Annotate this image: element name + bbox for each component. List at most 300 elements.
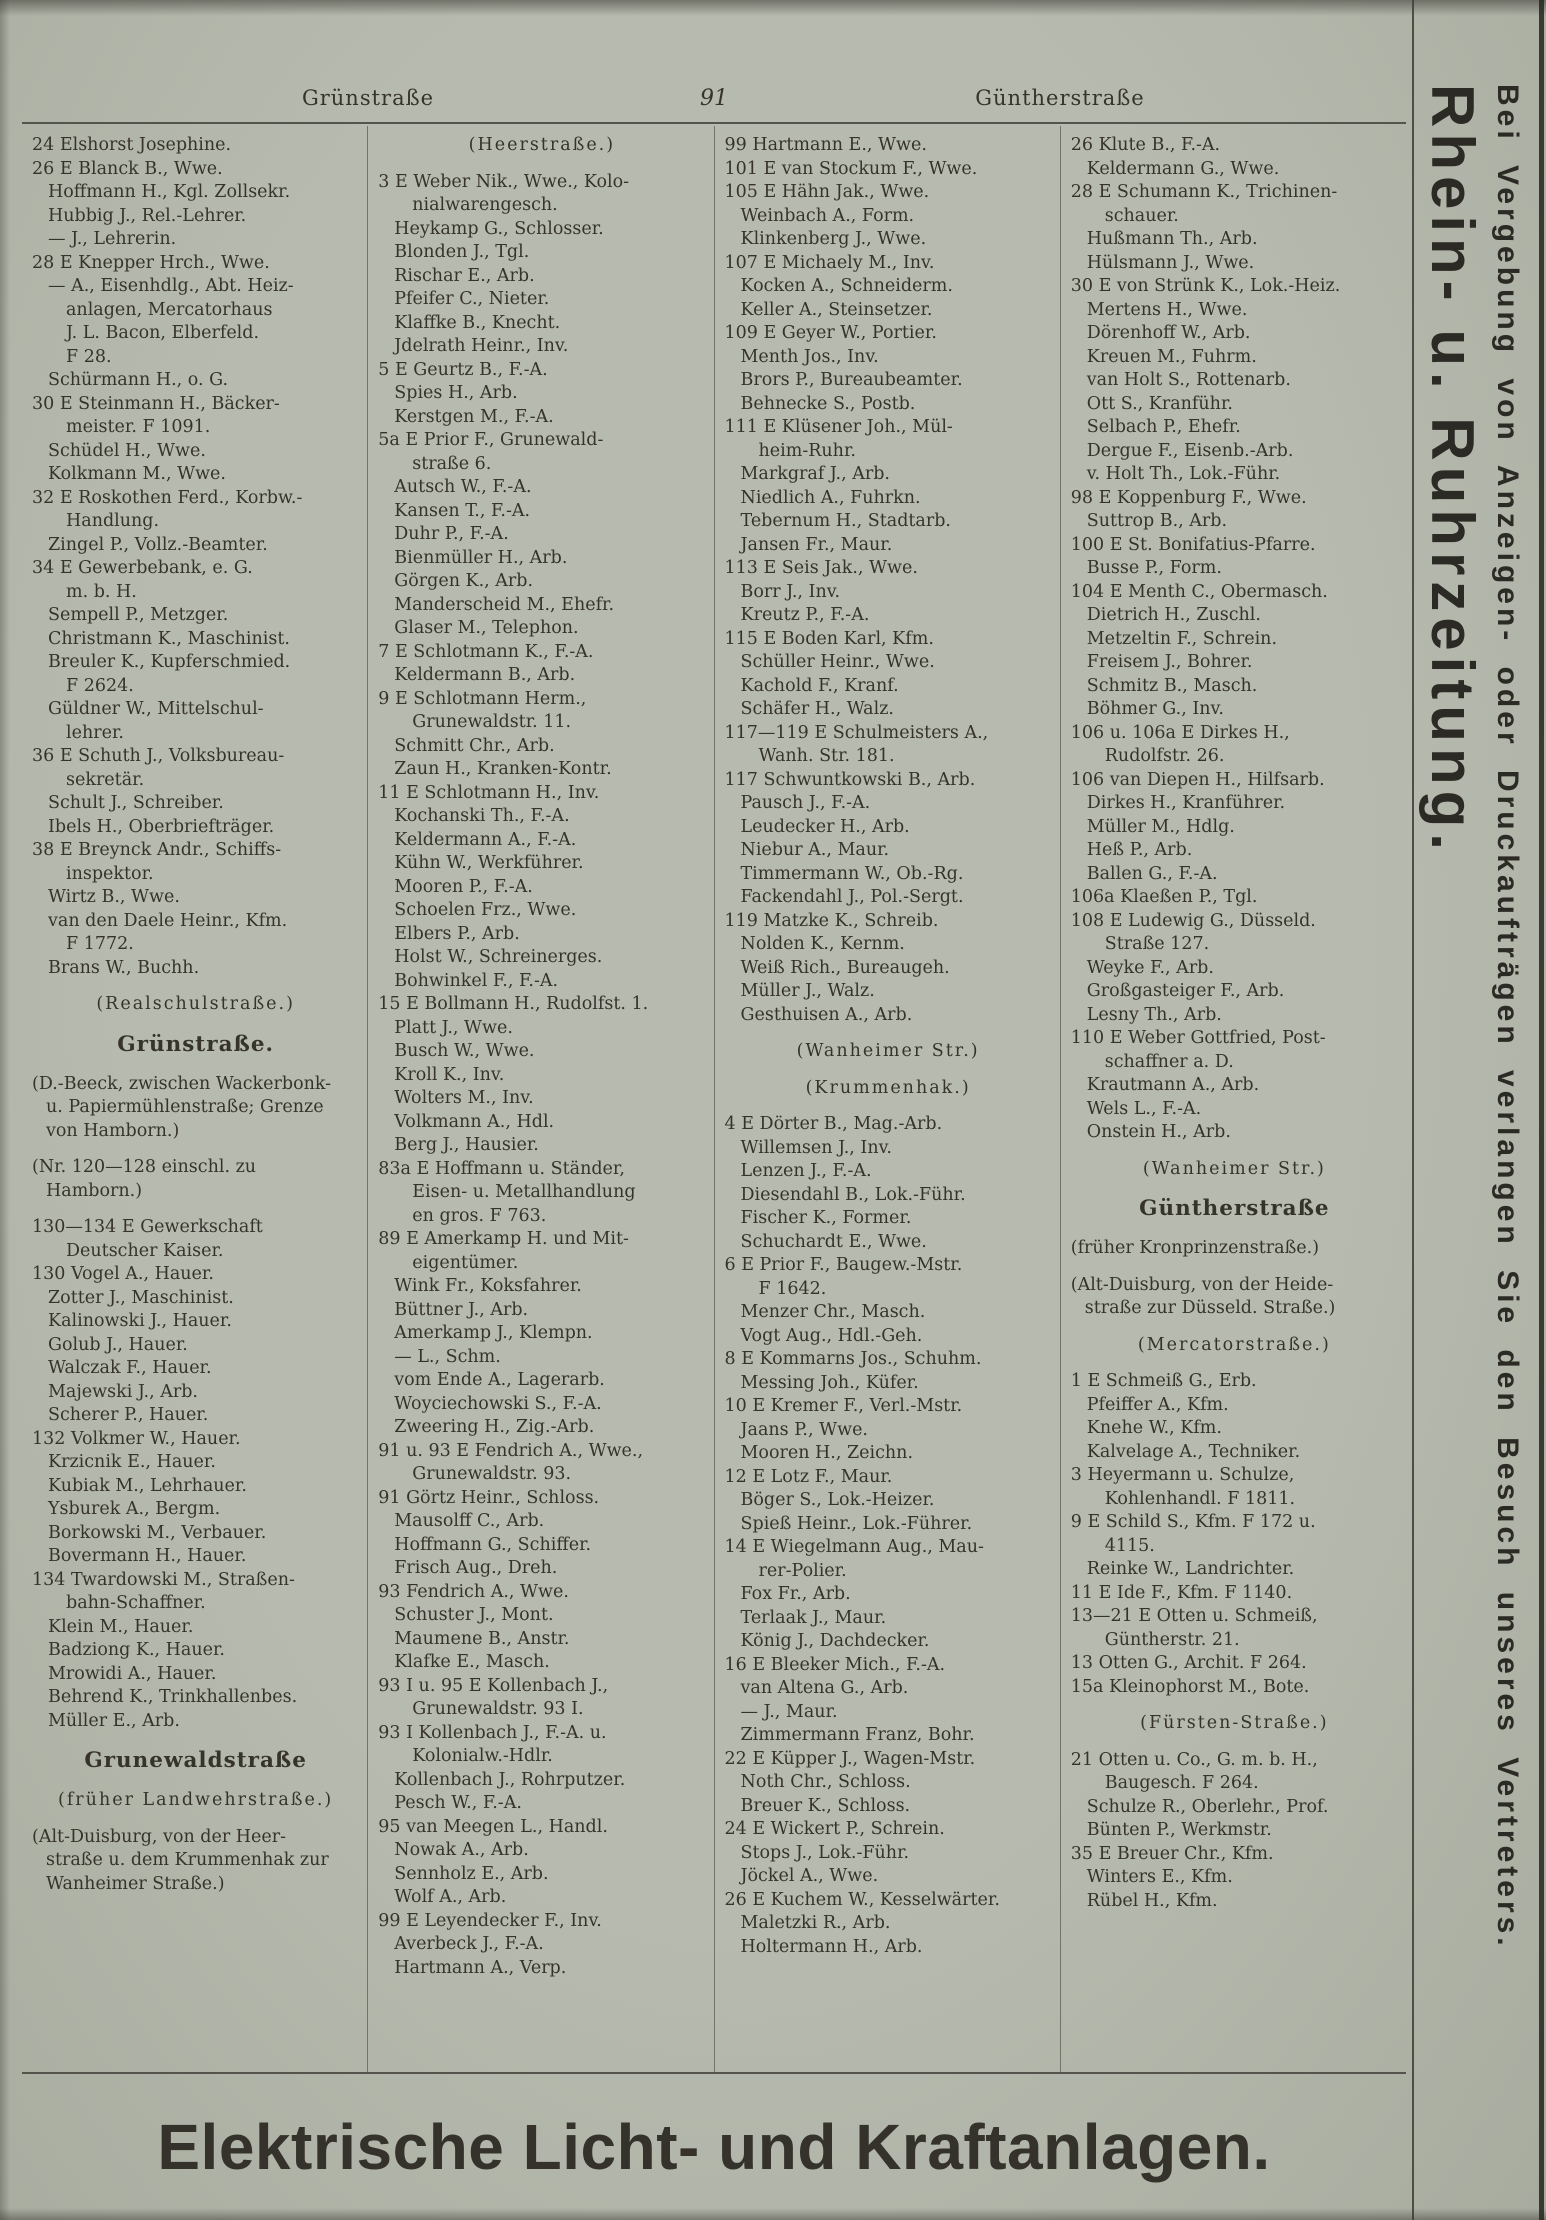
directory-entry-line: Jöckel A., Wwe. (740, 1866, 879, 1886)
directory-entry-line: Elbers P., Arb. (394, 923, 520, 944)
spacer (725, 1027, 1052, 1040)
directory-entry-line: Leudecker H., Arb. (740, 816, 910, 837)
directory-column-3 (715, 126, 1061, 2072)
directory-entry-line: Klein M., Hauer. (48, 1616, 194, 1637)
directory-entry-line: Pausch J., F.-A. (740, 793, 871, 813)
directory-entry-line: Holst W., Schreinerges. (394, 947, 603, 967)
directory-entry-line: straße 6. (412, 453, 492, 474)
directory-entry-line: Blonden J., Tgl. (394, 242, 530, 262)
directory-entry-line: Grunewaldstr. 11. (412, 712, 572, 732)
directory-entry-line: Schmitt Chr., Arb. (394, 735, 555, 756)
page-number: 91 (700, 86, 728, 111)
directory-entry-line: Baugesch. F 264. (1104, 1773, 1259, 1793)
directory-entry-line: m. b. H. (66, 581, 137, 602)
directory-entry-line: 119 Matzke K., Schreib. (724, 910, 939, 931)
directory-entry-line: Badziong K., Hauer. (48, 1640, 225, 1660)
directory-entry-line: Kohlenhandl. F 1811. (1104, 1488, 1296, 1509)
directory-entry-line: Borkowski M., Verbauer. (48, 1522, 267, 1543)
directory-entry-line: Woyciechowski S., F.-A. (394, 1393, 602, 1414)
directory-entry-line: 132 Volkmer W., Hauer. (32, 1428, 241, 1449)
directory-entry-line: Kalvelage A., Techniker. (1086, 1441, 1301, 1462)
directory-entry-line: 104 E Menth C., Obermasch. (1070, 581, 1328, 602)
directory-entry-line: Kolkmann M., Wwe. (48, 464, 226, 484)
cross-street-ref: (Fürsten-Straße.) (1140, 1713, 1329, 1733)
directory-entry-line: Platt J., Wwe. (394, 1017, 513, 1038)
directory-entry-line: Frisch Aug., Dreh. (394, 1558, 558, 1578)
directory-entry-line: Deutscher Kaiser. (66, 1240, 224, 1261)
directory-entry-line: König J., Dachdecker. (740, 1631, 930, 1651)
spacer (1071, 1181, 1398, 1194)
directory-entry-line: F 2624. (66, 675, 134, 696)
directory-entry-line: 11 E Ide F., Kfm. F 1140. (1070, 1582, 1293, 1603)
directory-entry-line: Zotter J., Maschinist. (48, 1287, 234, 1308)
directory-entry-line: Willemsen J., Inv. (740, 1137, 892, 1158)
directory-entry-line: 111 E Klüsener Joh., Mül- (724, 417, 953, 437)
directory-entry-line: Schürmann H., o. G. (48, 370, 229, 390)
spacer (1071, 1357, 1398, 1370)
directory-entry-line: Stops J., Lok.-Führ. (740, 1842, 910, 1863)
directory-entry-line: Kreuen M., Fuhrm. (1086, 346, 1257, 367)
spacer (32, 1733, 359, 1746)
directory-entry-line: en gros. F 763. (412, 1205, 547, 1226)
directory-entry-line: Wolf A., Arb. (394, 1887, 507, 1907)
directory-entry-line: Fischer K., Former. (740, 1208, 912, 1228)
directory-entry-line: Pfeifer C., Nieter. (394, 289, 550, 309)
directory-entry-line: 108 E Ludewig G., Düsseld. (1070, 910, 1316, 931)
directory-entry-line: lehrer. (66, 722, 124, 743)
directory-entry-line: Wolters M., Inv. (394, 1088, 534, 1108)
spacer (1071, 1321, 1398, 1334)
directory-entry-line: F 1642. (758, 1278, 827, 1299)
street-note-line: von Hamborn.) (46, 1120, 180, 1141)
directory-entry-line: Gesthuisen A., Arb. (740, 1004, 913, 1025)
directory-entry-line: 98 E Koppenburg F., Wwe. (1070, 487, 1307, 508)
spacer (1071, 1224, 1398, 1237)
directory-entry-line: Großgasteiger F., Arb. (1086, 981, 1285, 1001)
directory-entry-line: 11 E Schlotmann H., Inv. (378, 782, 600, 803)
directory-entry-line: 130 Vogel A., Hauer. (32, 1264, 214, 1284)
directory-entry-line: Rübel H., Kfm. (1086, 1890, 1218, 1911)
directory-entry-line: Dörenhoff W., Arb. (1086, 323, 1251, 343)
directory-entry-line: Jansen Fr., Maur. (740, 534, 893, 555)
spacer (1071, 1736, 1398, 1749)
directory-entry-line: meister. F 1091. (66, 417, 211, 437)
directory-entry-line: Schoelen Frz., Wwe. (394, 900, 577, 920)
directory-entry-line: Böhmer G., Inv. (1086, 699, 1224, 719)
directory-entry-line: Spies H., Arb. (394, 383, 518, 403)
street-note-line: (Alt-Duisburg, von der Heer- (32, 1826, 287, 1847)
directory-entry-line: Behnecke S., Postb. (740, 393, 916, 414)
directory-entry-line: Rudolfstr. 26. (1104, 746, 1225, 766)
directory-entry-line: 4 E Dörter B., Mag.-Arb. (724, 1114, 943, 1134)
directory-entry-line: 113 E Seis Jak., Wwe. (724, 558, 918, 578)
directory-entry-line: 134 Twardowski M., Straßen- (32, 1569, 295, 1590)
directory-entry-line: Kreutz P., F.-A. (740, 605, 870, 625)
directory-entry-line: — A., Eisenhdlg., Abt. Heiz- (48, 276, 294, 296)
directory-entry-line: 99 E Leyendecker F., Inv. (378, 1910, 602, 1931)
directory-entry-line: Christmann K., Maschinist. (48, 628, 290, 649)
directory-entry-line: Metzeltin F., Schrein. (1086, 628, 1278, 649)
advert-banner (22, 2074, 1406, 2220)
directory-entry-line: Markgraf J., Arb. (740, 464, 890, 484)
directory-entry-line: Kroll K., Inv. (394, 1064, 505, 1085)
directory-entry-line: Menth Jos., Inv. (740, 346, 879, 367)
directory-entry-line: Wink Fr., Koksfahrer. (394, 1276, 582, 1296)
directory-entry-line: Keldermann B., Arb. (394, 665, 576, 685)
directory-entry-line: Zimmermann Franz, Bohr. (740, 1725, 975, 1745)
directory-entry-line: 9 E Schild S., Kfm. F 172 u. (1070, 1512, 1316, 1532)
directory-entry-line: J. L. Bacon, Elberfeld. (66, 323, 260, 343)
spacer (32, 1203, 359, 1216)
directory-entry-line: Lesny Th., Arb. (1086, 1004, 1222, 1025)
directory-entry-line: Schüdel H., Wwe. (48, 440, 206, 461)
directory-entry-line: 38 E Breynck Andr., Schiffs- (32, 840, 282, 860)
directory-entry-line: Kansen T., F.-A. (394, 500, 531, 521)
directory-entry-line: 5 E Geurtz B., F.-A. (378, 359, 548, 380)
directory-entry-line: Pesch W., F.-A. (394, 1793, 522, 1813)
directory-entry-line: Kubiak M., Lehrhauer. (48, 1475, 247, 1496)
directory-entry-line: 99 Hartmann E., Wwe. (724, 135, 927, 155)
directory-entry-line: Grunewaldstr. 93. (412, 1464, 572, 1484)
directory-entry-line: schaffner a. D. (1104, 1051, 1234, 1072)
directory-entry-line: Kollenbach J., Rohrputzer. (394, 1769, 626, 1790)
directory-entry-line: Rischar E., Arb. (394, 265, 535, 286)
directory-entry-line: 30 E von Strünk K., Lok.-Heiz. (1070, 276, 1341, 296)
directory-entry-line: Keldermann A., F.-A. (394, 829, 577, 850)
directory-column-2 (368, 126, 714, 2072)
directory-entry-line: Timmermann W., Ob.-Rg. (740, 863, 964, 884)
directory-entry-line: 93 I Kollenbach J., F.-A. u. (378, 1722, 607, 1743)
directory-entry-line: Keller A., Steinsetzer. (740, 299, 933, 320)
directory-entry-line: Schäfer H., Walz. (740, 699, 894, 719)
directory-entry-line: Volkmann A., Hdl. (394, 1111, 555, 1132)
directory-entry-line: Busse P., Form. (1086, 558, 1222, 578)
directory-entry-line: vom Ende A., Lagerarb. (394, 1370, 605, 1390)
directory-entry-line: nialwarengesch. (412, 195, 558, 215)
street-note-line: straße zur Düsseld. Straße.) (1084, 1298, 1336, 1318)
directory-entry-line: Fackendahl J., Pol.-Sergt. (740, 887, 964, 907)
directory-entry-line: 35 E Breuer Chr., Kfm. (1070, 1843, 1274, 1864)
directory-column-4 (1061, 126, 1406, 2072)
directory-entry-line: 107 E Michaely M., Inv. (724, 252, 935, 273)
directory-entry-line: Krzicnik E., Hauer. (48, 1452, 216, 1472)
directory-entry-line: Mausolff C., Arb. (394, 1511, 545, 1531)
directory-entry-line: Dergue F., Eisenb.-Arb. (1086, 440, 1294, 461)
directory-entry-line: 93 I u. 95 E Kollenbach J., (378, 1675, 609, 1696)
directory-entry-line: inspektor. (66, 863, 154, 884)
spacer (725, 1064, 1052, 1077)
directory-entry-line: 3 E Weber Nik., Wwe., Kolo- (378, 171, 630, 192)
directory-entry-line: Terlaak J., Maur. (740, 1607, 887, 1628)
directory-entry-line: Böger S., Lok.-Heizer. (740, 1490, 935, 1510)
directory-entry-line: Freisem J., Bohrer. (1086, 652, 1253, 672)
directory-entry-line: 24 E Wickert P., Schrein. (724, 1819, 945, 1839)
directory-entry-line: 95 van Meegen L., Handl. (378, 1816, 608, 1837)
directory-entry-line: van den Daele Heinr., Kfm. (48, 910, 288, 931)
directory-entry-line: 26 E Blanck B., Wwe. (32, 158, 223, 179)
directory-entry-line: 130—134 E Gewerkschaft (32, 1217, 263, 1237)
directory-entry-line: 3 Heyermann u. Schulze, (1070, 1465, 1295, 1485)
directory-entry-line: Kochanski Th., F.-A. (394, 806, 570, 826)
street-note-line: (Nr. 120—128 einschl. zu (32, 1157, 257, 1177)
sidebar-advert-title: Rhein- u. Ruhrzeitung. (1419, 84, 1486, 856)
directory-entry-line: 22 E Küpper J., Wagen-Mstr. (724, 1748, 976, 1769)
directory-entry-line: Knehe W., Kfm. (1086, 1418, 1222, 1438)
directory-entry-line: Nolden K., Kernm. (740, 934, 905, 954)
street-note-line: (früher Kronprinzenstraße.) (1070, 1238, 1320, 1258)
directory-entry-line: Schuster J., Mont. (394, 1605, 554, 1625)
spacer (378, 158, 705, 171)
directory-entry-line: Güntherstr. 21. (1104, 1629, 1240, 1650)
spacer (32, 980, 359, 993)
directory-entry-line: 6 E Prior F., Baugew.-Mstr. (724, 1255, 963, 1275)
directory-entry-line: Holtermann H., Arb. (740, 1936, 923, 1957)
directory-entry-line: 117—119 E Schulmeisters A., (724, 722, 989, 743)
directory-entry-line: Zingel P., Vollz.-Beamter. (48, 534, 268, 555)
directory-entry-line: Amerkamp J., Klempn. (394, 1323, 593, 1343)
directory-entry-line: Berg J., Hausier. (394, 1135, 539, 1155)
directory-entry-line: — J., Lehrerin. (48, 229, 177, 249)
directory-entry-line: 9 E Schlotmann Herm., (378, 688, 587, 709)
directory-entry-line: Müller M., Hdlg. (1086, 816, 1235, 837)
directory-entry-line: Borr J., Inv. (740, 581, 841, 602)
directory-entry-line: Hoffmann H., Kgl. Zollsekr. (48, 182, 291, 202)
directory-entry-line: Kalinowski J., Hauer. (48, 1311, 232, 1331)
directory-entry-line: Mooren P., F.-A. (394, 876, 533, 897)
directory-entry-line: Hubbig J., Rel.-Lehrer. (48, 205, 247, 226)
directory-entry-line: Vogt Aug., Hdl.-Geh. (740, 1325, 923, 1346)
directory-entry-line: Schuchardt E., Wwe. (740, 1231, 927, 1252)
directory-entry-line: 7 E Schlotmann K., F.-A. (378, 641, 594, 662)
directory-entry-line: Grunewaldstr. 93 I. (412, 1699, 584, 1719)
directory-entry-line: Brans W., Buchh. (48, 957, 200, 978)
header-street-right: Güntherstraße (975, 86, 1145, 110)
directory-entry-line: Eisen- u. Metallhandlung (412, 1182, 636, 1202)
directory-entry-line: Bohwinkel F., F.-A. (394, 970, 559, 991)
directory-entry-line: 13—21 E Otten u. Schmeiß, (1070, 1606, 1318, 1626)
directory-entry-line: 34 E Gewerbebank, e. G. (32, 558, 253, 578)
directory-entry-line: Majewski J., Arb. (48, 1381, 198, 1402)
directory-entry-line: 83a E Hoffmann u. Ständer, (378, 1158, 625, 1179)
cross-street-ref: (Realschulstraße.) (96, 994, 295, 1014)
directory-entry-line: Krautmann A., Arb. (1086, 1075, 1260, 1095)
cross-street-ref: (Wanheimer Str.) (796, 1041, 980, 1061)
directory-entry-line: Ibels H., Oberbriefträger. (48, 816, 275, 837)
directory-entry-line: Niebur A., Maur. (740, 840, 890, 860)
spacer (32, 1060, 359, 1073)
directory-entry-line: Schulze R., Oberlehr., Prof. (1086, 1796, 1329, 1817)
directory-entry-line: Heykamp G., Schlosser. (394, 218, 604, 239)
directory-entry-line: 106 u. 106a E Dirkes H., (1070, 722, 1290, 743)
directory-entry-line: — L., Schm. (394, 1346, 501, 1367)
directory-entry-line: Bünten P., Werkmstr. (1086, 1820, 1272, 1840)
directory-entry-line: 110 E Weber Gottfried, Post- (1070, 1028, 1326, 1048)
directory-entry-line: 101 E van Stockum F., Wwe. (724, 158, 978, 179)
directory-entry-line: Weiß Rich., Bureaugeh. (740, 957, 950, 978)
directory-entry-line: heim-Ruhr. (758, 440, 856, 461)
directory-entry-line: Zweering H., Zig.-Arb. (394, 1417, 595, 1437)
directory-entry-line: 4115. (1104, 1535, 1155, 1556)
directory-entry-line: Dietrich H., Zuschl. (1086, 605, 1261, 625)
page-header (22, 86, 1406, 118)
header-rule (22, 122, 1406, 124)
directory-entry-line: Mooren H., Zeichn. (740, 1443, 914, 1463)
street-note-line: straße u. dem Krummenhak zur (46, 1850, 329, 1870)
directory-entry-line: bahn-Schaffner. (66, 1593, 206, 1613)
directory-entry-line: 14 E Wiegelmann Aug., Mau- (724, 1537, 984, 1557)
directory-entry-line: Pfeiffer A., Kfm. (1086, 1394, 1229, 1415)
directory-entry-line: 115 E Boden Karl, Kfm. (724, 628, 934, 649)
directory-entry-line: Winters E., Kfm. (1086, 1867, 1233, 1887)
directory-entry-line: 13 Otten G., Archit. F 264. (1070, 1653, 1307, 1673)
directory-entry-line: Maletzki R., Arb. (740, 1913, 891, 1933)
directory-entry-line: Sempell P., Metzger. (48, 605, 229, 625)
directory-entry-line: Ott S., Kranführ. (1086, 393, 1233, 414)
directory-entry-line: Fox Fr., Arb. (740, 1584, 851, 1604)
spacer (32, 1813, 359, 1826)
street-heading: Güntherstraße (1139, 1196, 1330, 1221)
directory-entry-line: Menzer Chr., Masch. (740, 1302, 926, 1322)
directory-entry-line: Noth Chr., Schloss. (740, 1772, 911, 1792)
directory-entry-line: Hußmann Th., Arb. (1086, 229, 1258, 249)
directory-entry-line: 10 E Kremer F., Verl.-Mstr. (724, 1396, 963, 1416)
directory-entry-line: Averbeck J., F.-A. (394, 1934, 544, 1954)
directory-entry-line: Sennholz E., Arb. (394, 1863, 549, 1884)
cross-street-ref: (Heerstraße.) (468, 135, 616, 155)
directory-entry-line: F 1772. (66, 934, 134, 954)
directory-entry-line: Autsch W., F.-A. (394, 477, 532, 497)
directory-entry-line: 106 van Diepen H., Hilfsarb. (1070, 769, 1325, 790)
directory-entry-line: Weyke F., Arb. (1086, 957, 1214, 978)
directory-entry-line: Heß P., Arb. (1086, 840, 1193, 860)
directory-entry-line: Wirtz B., Wwe. (48, 887, 180, 907)
directory-entry-line: schauer. (1104, 205, 1179, 226)
directory-entry-line: Glaser M., Telephon. (394, 618, 579, 638)
directory-entry-line: Ballen G., F.-A. (1086, 863, 1218, 884)
directory-entry-line: 15a Kleinophorst M., Bote. (1070, 1676, 1310, 1697)
directory-entry-line: Schult J., Schreiber. (48, 793, 224, 813)
directory-entry-line: Jaans P., Wwe. (740, 1419, 868, 1440)
directory-entry-line: Weinbach A., Form. (740, 205, 915, 226)
spacer (32, 1143, 359, 1156)
directory-entry-line: 21 Otten u. Co., G. m. b. H., (1070, 1749, 1318, 1770)
directory-entry-line: Lenzen J., F.-A. (740, 1161, 872, 1181)
directory-entry-line: 93 Fendrich A., Wwe. (378, 1581, 569, 1602)
directory-entry-line: F 28. (66, 346, 112, 367)
directory-columns (22, 126, 1406, 2072)
directory-entry-line: 5a E Prior F., Grunewald- (378, 430, 604, 450)
directory-entry-line: 109 E Geyer W., Portier. (724, 323, 937, 343)
directory-entry-line: Nowak A., Arb. (394, 1840, 529, 1860)
directory-entry-line: Mrowidi A., Hauer. (48, 1663, 217, 1684)
directory-entry-line: Busch W., Wwe. (394, 1041, 535, 1061)
street-note-line: (Alt-Duisburg, von der Heide- (1070, 1274, 1334, 1295)
directory-entry-line: 100 E St. Bonifatius-Pfarre. (1070, 534, 1316, 555)
directory-entry-line: Scherer P., Hauer. (48, 1405, 209, 1425)
directory-entry-line: rer-Polier. (758, 1560, 847, 1581)
directory-entry-line: Ysburek A., Bergm. (48, 1499, 221, 1519)
cross-street-ref: (Krummenhak.) (805, 1077, 971, 1098)
directory-entry-line: Kerstgen M., F.-A. (394, 406, 554, 427)
directory-entry-line: v. Holt Th., Lok.-Führ. (1086, 464, 1281, 484)
street-note-line: (D.-Beeck, zwischen Wackerbonk- (32, 1073, 332, 1094)
cross-street-ref: (Mercatorstraße.) (1137, 1334, 1331, 1355)
street-note-line: u. Papiermühlenstraße; Grenze (46, 1097, 324, 1117)
cross-street-ref: (früher Landwehrstraße.) (58, 1790, 334, 1810)
street-note-line: Hamborn.) (46, 1180, 143, 1201)
directory-entry-line: 28 E Knepper Hrch., Wwe. (32, 252, 270, 273)
directory-entry-line: Dirkes H., Kranführer. (1086, 793, 1286, 813)
directory-entry-line: 91 Görtz Heinr., Schloss. (378, 1487, 600, 1508)
directory-entry-line: Bovermann H., Hauer. (48, 1546, 247, 1566)
directory-entry-line: 26 E Kuchem W., Kesselwärter. (724, 1889, 1000, 1910)
directory-entry-line: — J., Maur. (740, 1701, 838, 1722)
directory-entry-line: Wels L., F.-A. (1086, 1098, 1202, 1119)
directory-entry-line: Klinkenberg J., Wwe. (740, 229, 927, 249)
spacer (725, 1100, 1052, 1113)
directory-entry-line: 12 E Lotz F., Maur. (724, 1466, 893, 1487)
directory-entry-line: Jdelrath Heinr., Inv. (394, 336, 569, 356)
spacer (32, 1017, 359, 1030)
directory-entry-line: Müller J., Walz. (740, 981, 875, 1001)
directory-entry-line: van Altena G., Arb. (740, 1678, 909, 1698)
header-street-left: Grünstraße (301, 86, 435, 110)
directory-entry-line: 91 u. 93 E Fendrich A., Wwe., (378, 1440, 644, 1461)
directory-entry-line: 1 E Schmeiß G., Erb. (1070, 1371, 1257, 1391)
directory-entry-line: 15 E Bollmann H., Rudolfst. 1. (378, 994, 649, 1014)
street-note-line: Wanheimer Straße.) (46, 1873, 225, 1894)
sidebar-advert-subtitle: Bei Vergebung von Anzeigen- oder Druckaufträgen verlangen Sie den Besuch unseres Vertreters. (1491, 84, 1524, 1950)
directory-entry-line: Reinke W., Landrichter. (1086, 1559, 1295, 1579)
directory-entry-line: Manderscheid M., Ehefr. (394, 594, 615, 615)
directory-entry-line: Niedlich A., Fuhrkn. (740, 487, 921, 508)
directory-entry-line: Behrend K., Trinkhallenbes. (48, 1687, 298, 1707)
street-heading: Grünstraße. (117, 1031, 274, 1057)
directory-entry-line: Golub J., Hauer. (48, 1334, 188, 1355)
directory-entry-line: Maumene B., Anstr. (394, 1628, 570, 1649)
directory-entry-line: sekretär. (66, 769, 145, 790)
advert-sidebar (1412, 0, 1546, 2220)
directory-entry-line: 36 E Schuth J., Volksbureau- (32, 746, 285, 766)
directory-entry-line: anlagen, Mercatorhaus (66, 299, 273, 320)
directory-entry-line: Bienmüller H., Arb. (394, 547, 568, 568)
spacer (1071, 1145, 1398, 1158)
directory-entry-line: Keldermann G., Wwe. (1086, 158, 1280, 179)
street-heading: Grunewaldstraße (84, 1748, 307, 1773)
spacer (32, 1776, 359, 1789)
directory-entry-line: 117 Schwuntkowski B., Arb. (724, 769, 976, 790)
directory-entry-line: 8 E Kommarns Jos., Schuhm. (724, 1349, 982, 1369)
directory-entry-line: 26 Klute B., F.-A. (1070, 135, 1221, 155)
directory-entry-line: Selbach P., Ehefr. (1086, 417, 1241, 437)
directory-entry-line: Breuer K., Schloss. (740, 1795, 911, 1816)
directory-entry-line: Tebernum H., Stadtarb. (740, 511, 951, 531)
directory-entry-line: Messing Joh., Küfer. (740, 1372, 919, 1393)
directory-entry-line: Klaffke B., Knecht. (394, 312, 561, 333)
directory-entry-line: Wanh. Str. 181. (758, 746, 895, 766)
advert-banner-text: Elektrische Licht- und Kraftanlagen. (157, 2111, 1271, 2183)
directory-entry-line: Duhr P., F.-A. (394, 524, 509, 544)
directory-entry-line: Brors P., Bureaubeamter. (740, 370, 963, 390)
directory-entry-line: Hoffmann G., Schiffer. (394, 1534, 592, 1555)
directory-entry-line: Kolonialw.-Hdlr. (412, 1746, 553, 1766)
directory-entry-line: van Holt S., Rottenarb. (1086, 370, 1291, 390)
directory-entry-line: Büttner J., Arb. (394, 1299, 529, 1320)
directory-entry-line: Güldner W., Mittelschul- (48, 699, 264, 719)
directory-entry-line: 32 E Roskothen Ferd., Korbw.- (32, 487, 303, 508)
directory-entry-line: Walczak F., Hauer. (48, 1358, 212, 1378)
directory-entry-line: Zaun H., Kranken-Kontr. (394, 759, 612, 779)
